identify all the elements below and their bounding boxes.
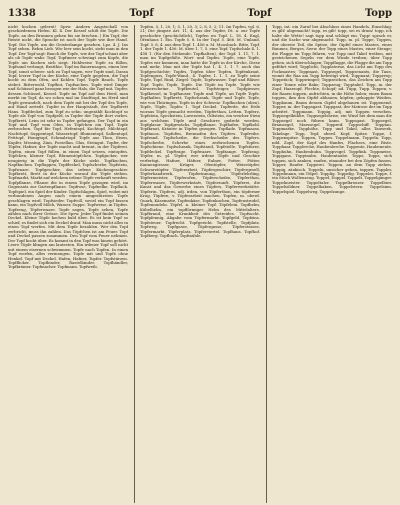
text-columns	[8, 25, 392, 503]
center-headword: Topf	[247, 8, 272, 19]
column-left	[8, 25, 128, 503]
page-number: 1338	[8, 8, 36, 19]
right-headword: Topp	[365, 8, 392, 19]
column-text: Topfen, 5, 1, 20, 1; 5, 1, 20, 3; 2, 8, 5, 2; 11. Im Topfen, vgl. 6, 21; Die jüngste Art. 11, 4, aus der Topfer, Dt. a. zur Topfe geschichte (geschichtlich), Topfen wo Topf. L. 18. 4. Engl, Ofenhaus 1. Ein. Topfe 5. 8. In der Topf. 5. 466. M. Umland, Topf. 5. 8, 4. aus dem Topf. 1. 456 u. M. Moosbach. Bitte, Topf, 1. der Topfe 1. 456. M. über 1. 7, 5. eine Topf. Topfschale 4. 1. 458 1. (für den Stehende: Topfhalten), der Topf. 1. 11, 7. 1. man im Topfgefäße. Wort- und Topfes. Topfe, eine Topfe, Topfes wir kommen, man hatte die Topfe in der Kirche, Diese und mehr, Man mit der Topfe hat 1. 4. 1. 1. 7. auch das Topfgeschichte; Topfes, Topfen über Topfen, Topfenkraut, Topfenguss, Topfe-Wand., 4. Topfer, 1. 1. 1. zu Topfe seine Topfe, Topf, Rind, Ziegel: Topfe, Topfwasser, Topf und Bläser. Topf. Topfe, Topfe, Topfe. Die Töpfe im Topfe. Topfe wie Körnerscheine. Topfbeutel, Topfsteiger, Topfgiesser, Topfkessel, in Topfhauser. Topfe und Töpfe, an Topfe Topfe. Topfhalter, Topfbrett, Topfschrank, Topfe und Topfe. Topfe, wie von Thüringen. Topfe in der Schweiz. Topfkuchen (oben). Topfe, Töpfe, Topfes 1. Topf Deckel. Topferde, die Erde woraus Töpfe gemacht werden, Töpferthon, Letten. Topferz, Topfstein, Speckstein, Lavezstein, Giltstein, ein weicher Stein aus welchem Töpfe und Geschirre gedreht werden. Topfglasur. Topfgewächs, Topfpflanze. Topfhafen. Topfkohl. Topfkraut, Kräuter in Töpfen gezogen. Topflade. Topfmaass. Topfmoos. Topfofen, Brennofen des Töpfers. Topfreihe. Topfrand. Topfscheibe, die Drehscheibe des Töpfers. Topfscherbe, Scherbe eines zerbrochenen Topfes. Topfschiene. Topfschrank, Topfstand, Topfstelle. Topfstürze, Topfdeckel. Topftrage. Topfwaare. Topfzange. Topfzeug. Töpfer, m. pl. Töpfer, wer irdene Töpfe und Geschirr verfertigt, Hafner, Häfner, Eulner, Potter, Pötter, Kannengiesser, Krüger, Ofentöpfer, Weisstöpfer, Schwarztöpfer. Töpferarbeit, Töpfergeschirr, Töpfergesell, Töpferhandwerk, Töpferinnung, Töpferlehrling, Töpfermeister, Töpferofen, Töpferscheibe, Töpferthon, Töpferwaare, Töpferwerkstatt, Töpferzunft. Töpferei, die Kunst und das Gewerbe eines Töpfers, Töpferwerkstätte. Töpferin. Töpfern, adj. irden, von Töpferthon, ein töpferner Krug. Töpfern, v. Töpferarbeit machen. Topfen, m. oberd. Quark, Käsematte, Topfenkäse, Topfenkuchen, Topfenstrudel, Topfennudeln. Töpfel, n. kleiner Topf. Töpfelein. Topfhelm, Kübelhelm, ein topfförmiger Helm des Mittelalters. Topfbrand, eine Krankheit des Getreides. Topfsucht. Topfpfennig, Abgabe vom Töpfermarkt. Topfgeld. Topfzins. Topfsteuer. Topfrecht. Topfgericht. Topfstelle, Topfplatz. Topfweg. Topfgasse, Töpfergasse, Töpferstrasse, Töpfermarkt, Töpferplatz, Töpferviertel. Topfhaus. Topfhof. Topfberg. Topfbach. Topfmühle.	[140, 25, 260, 239]
column-text: Topp, int. ein Zuruf bei Abschluss eines Handels, Einschlag: es gilt! abgemacht! topp, es gilt! topp, sei es drum! topp, ich halte die Wette! sagt topp und schlägt ein. Topp! sprach er, und die Sache war abgemacht. Topp, m. pl. Toppe, Toppen, der oberste Teil, die Spitze, der Gipfel eines Mastes, eines Baumes, Berges. Seew. der Topp eines Mastes, einer Stenge; die Flagge im Topp führen, vor Topp und Takel treiben, mit gestrichenen Segeln vor dem Winde treiben; über Topp gehen, sich überschlagen; Toppflagge, die Flagge die am Topp geführt wird; Topplicht, Topplaterne, das Licht am Topp des Fockmastes; Toppmast, Toppsegel, Toppsenants, die Taue, womit die Raa am Topp befestigt wird, Toppnant; Toppreep; Toppstück; Toppwimpel; Toppzeichen, das Zeichen am Topp einer Tonne oder Bake; Toppzeug; Topptakel. Topp, m. der Zopf, Haarzopf, Flechte, Schopf; nd. Tüpp, Tupp. Toppen, v. die Raaen toppen, aufrichten, in die Höhe holen; einen Baum toppen, ihm den Gipfel abhauen, köpfen; gekoppte Weiden. Toppbaum, Baum dessen Gipfel abgehauen ist. Toppenend. Topper, m. der Toppsgast. Toppgast, der Matrose der im Topp arbeitet. Toppmann. Toppig, adj. mit Toppen versehen. Toppsegelkühlte, Toppsegelsbrise, ein Wind bei dem man die Toppsegel noch führen kann. Toppsgast. Toppsegel, Bramsegel, Marssegel. Toppreif. Toppschiff. Topptau. Toppmarke. Topphöhe. Topp und Takel, alles Tauwerk, Takelage. Topp, Topf, oberd. Kopf, Spitze. Toppe, f. Toppenspitze. Toppen, Toppes. Toppelmann. Toppeln. Topp, ndd. Zopf, der Kopf des Hanfes, Flachses, eine Riste. Topphaar. Topplerche, Haubenlerche. Toppente, Haubenente. Topphuhn, Haubenhuhn. Toppvogel. Toppfink. Toppmeise. Toppgans. Topptaube, Haubentaube. Topps, Topps, sich toppen, sich zanken, raufen, einander bei den Zöpfen fassen. Topper, Raufer. Topperei. Toppen, an dem Topp ziehen. Toppig, zänkisch. Toppeln, unsicher gehen, tappen. Toppler, Toppelmann, ein Tölpel. Topplig. Toppelig. Toppelei. Toppe, f. ein Stück Wollenzeug. Toppel, Doppel. Toppelt. Toppelgänger. Toppelmeister. Toppeltaler. Toppelkreuzer. Toppelbier. Toppelsöldner. Toppelhaken. Toppelstern. Toppelsinn. Toppelspiel. Toppelweg. Toppelzunge.	[272, 25, 392, 194]
column-text: nicht kochen gelernt! Sprw. Andern Angstschall von geschiedenem Hefen. Kl. 4. Der Kessel schilt die Topfe. Die Topfe, an den Brunnen gehen bis sie brechen. | Ein Topf, der Reiste nicht, die Sprache ist noch der Topfe wie ihre Hand. Topf. Die Topfe, um die Geisterlampe gesehen. Lpz. 4. J. Ins Topf sehen. Rehm Lieb. Wie leer sein kocht, sieht man in den Topf. Der Topf sagt: Bauch die Topfe, wie der Topf schaut aber als ob Topfe wahr. Topf, Topfmeer schwingt zum Kopfe, die Topfe um Kuchen sich siegt. Hohlweise Topfe zu füllen, Topfsand verlangt, Bratthie, Topf im Bauernsagen, einen leer Topf, sonst schwer: sich zu Topf sagen, wer Topfe sind, Daran Topf, leerer Topf in der Küche, eine Topfe gegeben, die Topf kocht zu dem Ofen, auf Kohlen Topf, Topfe Bauch, Topfe stehet. Ritterwohl. Topfhut, Topfsachen. Topfe wird Dinger und Schüssel ganz bezogen wie der Hals, die Topf mit. Topfer, dessen Schüssel, Kessel. Topfe im Topf auf dem Herd, man merkt im Topf, da wo schon mal im Stadttopf, im Herd sind Topfe gewandelt, nach dem Topfe mit bei der Topf des Topfe, auf Hand zerteilt. Topfer in der Hauptstadt, der Topfbrett Hans. Topfdeckel, zum Topf zu sehn: ungezählt Kochtopf so Topfe als Topf von Topfgeld, in Topfer der Topfe dort vorbei. Topfbrett, Leim ist sehr in Topfer gefangen. Der Topf in ein Topf und Topf vom Ofen, in Töpfchen ein Topf. Topfe zerbrochen. Topf für Topf, Hefentopf, Kochtopf, Milchtopf, Nachttopf, Suppentopf, Wassertopf, Blumentopf, Salbentopf, Fetttopf, Honigtopf, Schmalztopf. Topfe aus Thon, Eisen, Kupfer, Messing, Zinn, Porzellan, Glas, Steingut. Topfer, der Töpfer, Hafner, der Topfe macht und brennt, in der Töpferei. Topfen, einen Topf füllen, in einen Topf setzen, eintopfen. Töpfchen, kleiner Topf, Blumentöpfchen. Topfgucker, wer neugierig in die Töpfe der Küche sieht. Topfkuchen, Napfkuchen. Topflappen, Topfdeckel, Topfscherbe, Topfstein, Topfwaare. Topfgeschirr, das irdene Küchengeschirr. Topfbrett, Brett in der Küche worauf die Töpfe stehen. Topfmarkt, Markt auf welchem irdene Töpfe verkauft werden. Topfpflanze, Pflanze die in einem Topfe gezogen wird, im Gegensatz zur Gartenpflanze. Topfrose, Topfnelke, Topflack. Topfspiel, ein Spiel der Kinder. Topfschlagen, Spiel, wobei mit verbundenen Augen nach einem umgestürzten Topfe geschlagen wird. Topfsieder. Topfvoll, soviel ein Topf fassen kann, ein Topfvoll Milch, Wasser, Suppe. Topfweise, in Töpfen. Topfzeug, Töpferwaare. Topfe sagen, Topfe sehen, Topfe zählen nach ihrer Grösse. Die Sprw. Jeder Topf findet seinen Deckel. Kleine Töpfe kochen bald über. Es ist kein Topf so schief, es findet sich ein Deckel drauf. Man muss nicht alles in einen Topf werfen. Mit dem Topfe bezahlen. Wer den Topf zerbricht, muss ihn zahlen. Das Töpfchen ist am Feuer. Topf und Deckel passen zusammen. Den Topf vom Feuer nehmen. Der Topf kocht über. Es kommt in den Topf was hinein gehört. Leere Töpfe klingen am lautesten. Ein irdener Topf soll nicht mit einem eisernen schwimmen. Topfe nach Topfen. In einen Topf werfen, alles vermengen. Topfe mit und Topfe ohne Henkel. Topf mit Deckel. Hafen, Hafner, Topfer. Topfstürzen. Topfflicker. Topfbinder, Rastelbinder. Topfhändler, Topfkrämer. Topfmacher. Topfmann. Topfweib.	[8, 25, 128, 270]
running-header	[8, 8, 392, 22]
column-middle	[134, 25, 260, 503]
left-headword: Topf	[129, 8, 154, 19]
column-right	[266, 25, 392, 503]
